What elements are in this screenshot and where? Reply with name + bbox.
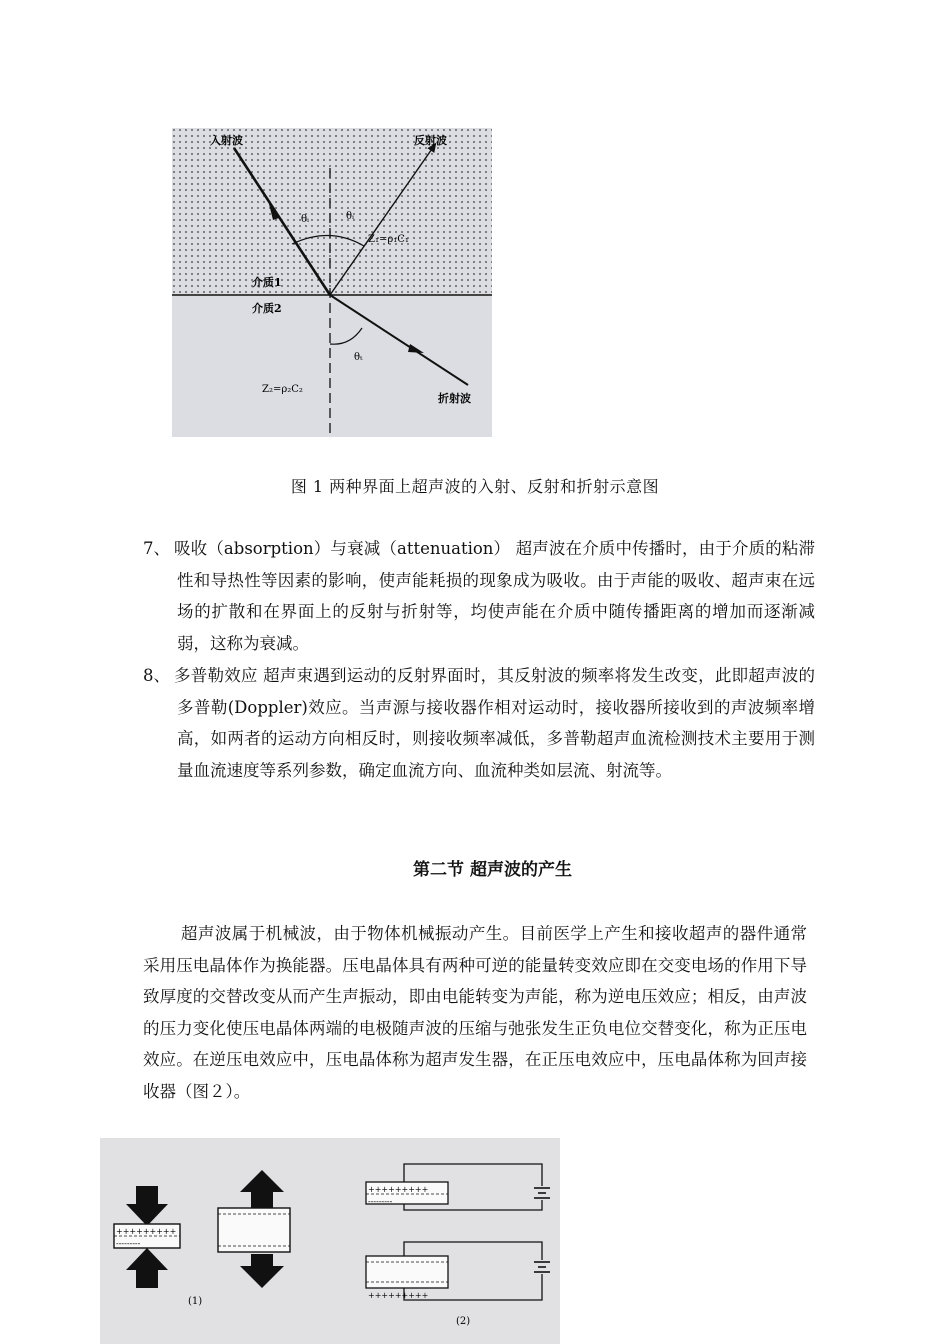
list-item-body [174,660,815,786]
list-item-doppler [143,660,815,786]
theta-r-label: θᵢ [346,211,355,222]
list-item-absorption [143,533,815,659]
figure-1-caption: 图 1 两种界面上超声波的入射、反射和折射示意图 [290,477,660,496]
figure-2-piezoelectric [100,1138,560,1344]
list-item-text: 超声束遇到运动的反射界面时，其反射波的频率将发生改变，此即超声波的多普勒(Doppler)效应。当声源与接收器作相对运动时，接收器所接收到的声波频率增高，如两者的运动方向相反时，则接收频率减低，多普勒超声血流检测技术主要用于测量血流速度等系列参数，确定血流方向、血流种类如层流、射流等。 [177,666,815,780]
theta-i-label: θᵢ [301,214,310,225]
bottom-circuit-plus: +++++++++ [368,1291,429,1300]
list-item-body [174,533,815,659]
impedance-z1-label: Z₁=ρ₁C₁ [368,234,409,245]
top-circuit-minus: --------- [368,1197,393,1206]
charge-plus-row: +++++++++ [116,1227,177,1236]
theta-t-label: θₜ [354,352,363,363]
list-item-lead: 吸收（absorption）与衰减（attenuation） [174,539,511,558]
panel-2-label: (2) [456,1316,471,1327]
refracted-wave-label: 折射波 [438,392,471,405]
incident-wave-label: 入射波 [210,134,243,147]
section-title: 第二节 超声波的产生 [413,860,572,880]
list-item-lead: 多普勒效应 [174,666,258,685]
charge-minus-row: --------- [116,1239,141,1248]
list-item-number: 8、 [143,666,170,685]
list-item-number: 7、 [143,539,170,558]
impedance-z2-label: Z₂=ρ₂C₂ [262,384,303,395]
panel-1-label: (1) [188,1296,203,1307]
medium-2-label: 介质2 [252,302,282,315]
list-item-text: 超声波在介质中传播时，由于介质的粘滞性和导热性等因素的影响，使声能耗损的现象成为吸收。由于声能的吸收、超声束在远场的扩散和在界面上的反射与折射等，均使声能在介质中随传播距离的增加而逐渐减弱，这称为衰减。 [177,539,815,653]
top-circuit-plus: +++++++++ [368,1185,429,1194]
medium-1-label: 介质1 [252,276,282,289]
body-paragraph: 超声波属于机械波，由于物体机械振动产生。目前医学上产生和接收超声的器件通常采用压电晶体作为换能器。压电晶体具有两种可逆的能量转变效应即在交变电场的作用下导致厚度的交替改变从而产生声振动，即由电能转变为声能，称为逆电压效应；相反，由声波的压力变化使压电晶体两端的电极随声波的压缩与弛张发生正负电位交替变化，称为正压电效应。在逆压电效应中，压电晶体称为超声发生器，在正压电效应中，压电晶体称为回声接收器（图２）。 [143,924,807,1101]
reflected-wave-label: 反射波 [414,134,447,147]
figure-1-reflection-refraction [172,128,492,437]
